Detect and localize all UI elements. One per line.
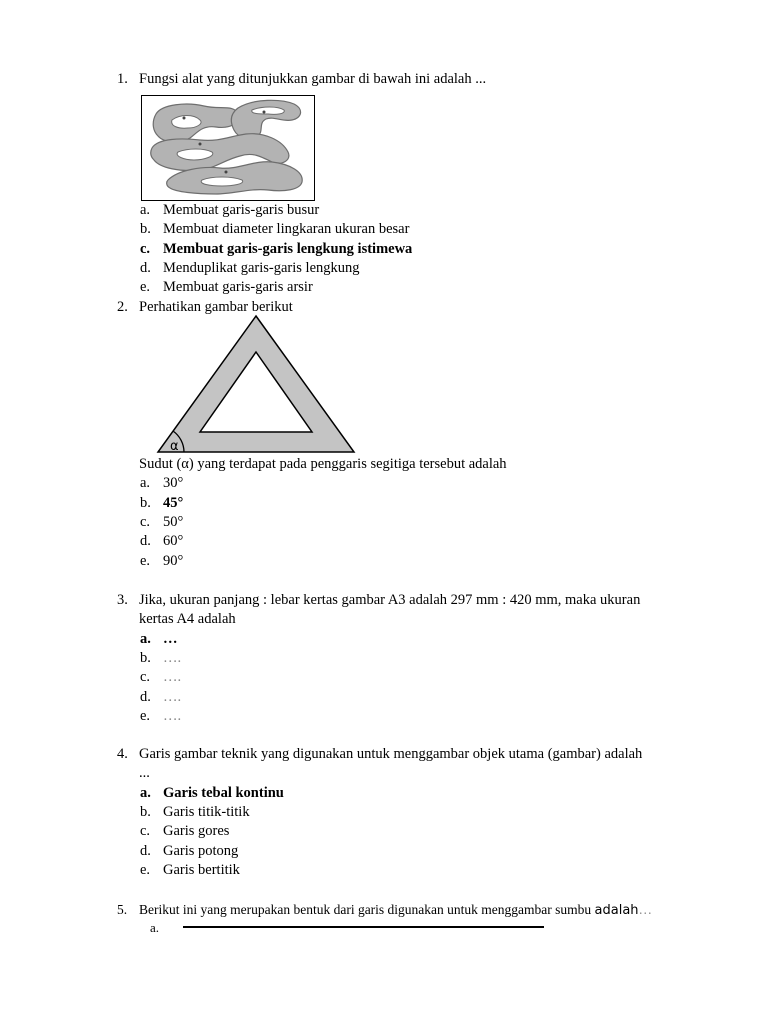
q1-option-d-text: Menduplikat garis-garis lengkung [163, 260, 360, 276]
q1-text: Fungsi alat yang ditunjukkan gambar di bawah ini adalah ... [139, 71, 487, 87]
q4-text-line1: Garis gambar teknik yang digunakan untuk menggambar objek utama (gambar) adalah [139, 746, 643, 762]
q2-option-d-letter: d. [140, 533, 151, 549]
french-curves-image [142, 96, 314, 200]
q1-option-d-letter: d. [140, 260, 151, 276]
q5-text-main: Berikut ini yang merupakan bentuk dari garis digunakan untuk menggambar sumbu [139, 902, 595, 917]
q3-option-b-text: …. [163, 650, 182, 666]
q2-option-e-text: 90° [163, 553, 184, 569]
q2-option-c-text: 50° [163, 514, 184, 530]
q2-text: Perhatikan gambar berikut [139, 299, 293, 315]
q4-number: 4. [117, 746, 128, 762]
q2-option-c-letter: c. [140, 514, 151, 530]
q3-option-c-letter: c. [140, 669, 151, 685]
q4-option-e-text: Garis bertitik [163, 862, 240, 878]
q3-option-e-text: …. [163, 708, 182, 724]
q1-option-c-letter: c. [140, 241, 151, 257]
q2-option-b-text: 45° [163, 495, 184, 511]
q4-option-a-letter: a. [140, 785, 151, 801]
q5-text-tail: adalah [594, 903, 639, 918]
french-curves-figure [141, 95, 315, 201]
q1-option-e-letter: e. [140, 279, 151, 295]
q1-option-b-letter: b. [140, 221, 151, 237]
q4-option-c-letter: c. [140, 823, 151, 839]
q4-text-line2: ... [139, 765, 150, 781]
q2-subtext: Sudut (α) yang terdapat pada penggaris segitiga tersebut adalah [139, 456, 507, 472]
q2-option-e-letter: e. [140, 553, 151, 569]
continuous-line-sample [183, 926, 544, 928]
q3-option-b-letter: b. [140, 650, 151, 666]
q2-number: 2. [117, 299, 128, 315]
q5-text [139, 900, 652, 920]
q3-option-c-text: …. [163, 669, 182, 685]
q5-text-ellipsis: … [638, 902, 653, 917]
q5-option-a-letter: a. [150, 920, 160, 935]
q1-option-c-text: Membuat garis-garis lengkung istimewa [163, 241, 413, 257]
triangle-ruler-figure [150, 312, 360, 454]
q4-option-a-text: Garis tebal kontinu [163, 785, 284, 801]
q1-option-e-text: Membuat garis-garis arsir [163, 279, 313, 295]
q2-option-a-letter: a. [140, 475, 151, 491]
q4-option-b-letter: b. [140, 804, 151, 820]
q4-option-c-text: Garis gores [163, 823, 230, 839]
q1-number: 1. [117, 71, 128, 87]
q3-text-line1: Jika, ukuran panjang : lebar kertas gambar A3 adalah 297 mm : 420 mm, maka ukuran [139, 592, 641, 608]
q3-option-e-letter: e. [140, 708, 151, 724]
q2-option-b-letter: b. [140, 495, 151, 511]
q1-option-a-letter: a. [140, 202, 151, 218]
q1-option-b-text: Membuat diameter lingkaran ukuran besar [163, 221, 410, 237]
q5-number: 5. [117, 902, 128, 917]
q2-option-a-text: 30° [163, 475, 184, 491]
q3-text-line2: kertas A4 adalah [139, 611, 236, 627]
q3-option-a-text: … [163, 631, 178, 647]
q1-option-a-text: Membuat garis-garis busur [163, 202, 320, 218]
q2-option-d-text: 60° [163, 533, 184, 549]
q3-option-d-letter: d. [140, 689, 151, 705]
q3-option-a-letter: a. [140, 631, 151, 647]
q4-option-d-text: Garis potong [163, 843, 239, 859]
q4-option-e-letter: e. [140, 862, 151, 878]
q4-option-d-letter: d. [140, 843, 151, 859]
q3-number: 3. [117, 592, 128, 608]
alpha-angle-label: α [170, 439, 179, 454]
q4-option-b-text: Garis titik-titik [163, 804, 250, 820]
q3-option-d-text: …. [163, 689, 182, 705]
